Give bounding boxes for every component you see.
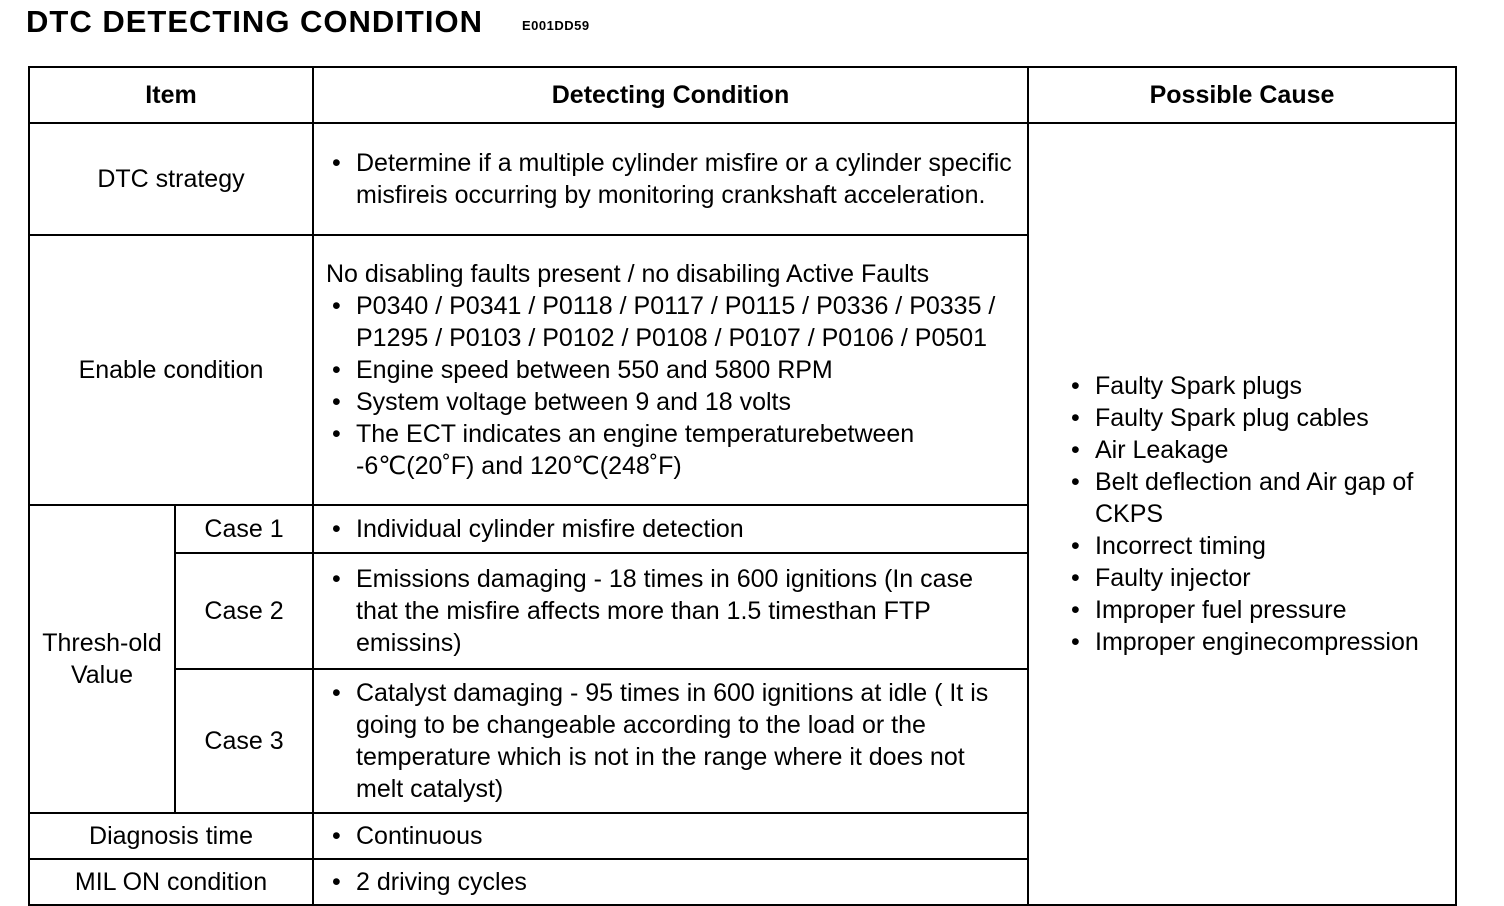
list-item: • P0340 / P0341 / P0118 / P0117 / P0115 / P0336 / P0335 / P1295 / P0103 / P0102 / P0108 / P0107 / P0106 / P0501 xyxy=(332,292,996,352)
list-item: • Belt deflection and Air gap of CKPS xyxy=(1071,468,1414,528)
list-item: • Improper enginecompression xyxy=(1071,628,1419,656)
list-item: • System voltage between 9 and 18 volts xyxy=(332,388,791,416)
header-detecting-condition: Detecting Condition xyxy=(313,67,1028,123)
list-item: • Catalyst damaging - 95 times in 600 ignitions at idle ( It is going to be changeable according to the load or the temperature which is not in the range where it does not melt catalyst) xyxy=(332,679,989,803)
list-item: • Faulty Spark plugs xyxy=(1071,372,1303,400)
page-title: DTC DETECTING CONDITION xyxy=(26,4,483,39)
row-dtc-strategy xyxy=(29,123,1456,235)
enable-bullets xyxy=(326,290,1017,482)
list-item: • Determine if a multiple cylinder misfire or a cylinder specific misfireis occurring by monitoring crankshaft acceleration. xyxy=(332,149,1012,209)
enable-intro: No disabling faults present / no disabiling Active Faults xyxy=(326,260,930,288)
list-item: • Emissions damaging - 18 times in 600 ignitions (In case that the misfire affects more than 1.5 timesthan FTP emissins) xyxy=(332,565,973,657)
table-header-row xyxy=(29,67,1456,123)
list-item: • Individual cylinder misfire detection xyxy=(332,515,744,543)
list-item: • Engine speed between 550 and 5800 RPM xyxy=(332,356,833,384)
document-code: E001DD59 xyxy=(522,18,590,33)
item-enable-condition: Enable condition xyxy=(29,235,313,505)
case-3-label: Case 3 xyxy=(175,669,313,813)
condition-case-3 xyxy=(313,669,1028,813)
list-item: • Continuous xyxy=(332,822,483,850)
list-item: • Air Leakage xyxy=(1071,436,1229,464)
header-possible-cause: Possible Cause xyxy=(1028,67,1456,123)
possible-cause-cell xyxy=(1028,123,1456,905)
item-dtc-strategy: DTC strategy xyxy=(29,123,313,235)
condition-enable xyxy=(313,235,1028,505)
case-1-label: Case 1 xyxy=(175,505,313,553)
item-diagnosis-time: Diagnosis time xyxy=(29,813,313,859)
item-threshold-value: Thresh-old Value xyxy=(29,505,175,813)
condition-case-1 xyxy=(313,505,1028,553)
list-item: • The ECT indicates an engine temperaturebetween -6℃(20˚F) and 120℃(248˚F) xyxy=(332,420,915,480)
dtc-table xyxy=(28,66,1457,906)
list-item: • Faulty Spark plug cables xyxy=(1071,404,1369,432)
condition-dtc-strategy xyxy=(313,123,1028,235)
list-item: • 2 driving cycles xyxy=(332,868,527,896)
list-item: • Incorrect timing xyxy=(1071,532,1266,560)
condition-diagnosis-time xyxy=(313,813,1028,859)
item-mil-on: MIL ON condition xyxy=(29,859,313,905)
list-item: • Faulty injector xyxy=(1071,564,1251,592)
possible-cause-list xyxy=(1065,370,1449,658)
condition-mil-on xyxy=(313,859,1028,905)
list-item: • Improper fuel pressure xyxy=(1071,596,1347,624)
case-2-label: Case 2 xyxy=(175,553,313,669)
header-item: Item xyxy=(29,67,313,123)
condition-case-2 xyxy=(313,553,1028,669)
